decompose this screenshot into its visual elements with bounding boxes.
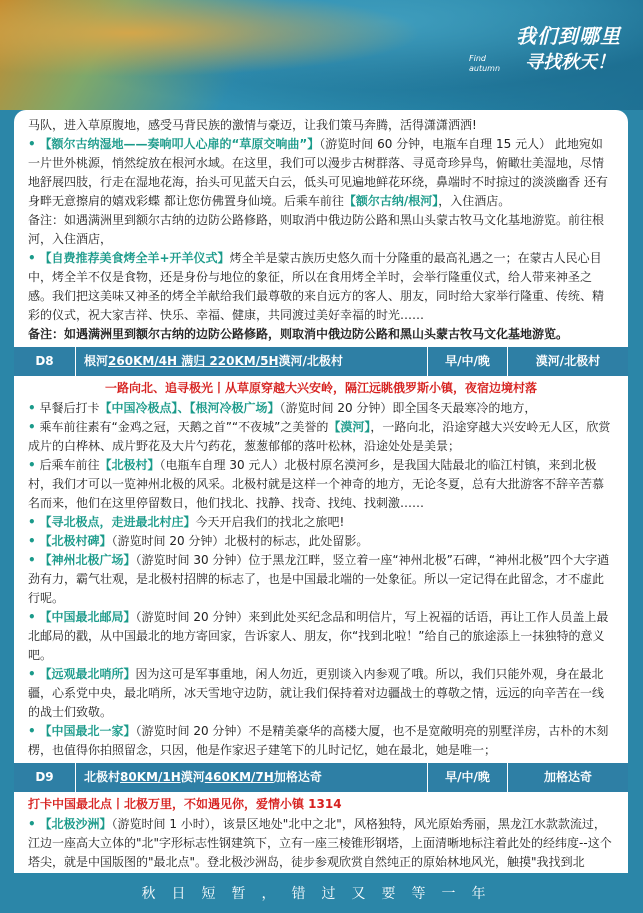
day-label: D8	[14, 347, 76, 376]
item-text: （游览时间 30 分钟）位于黑龙江畔，竖立着一座“神州北极”石碑，“神州北极”四个大字遒劲有力，霸气壮观，是北极村招牌的标志了，也是中国最北端的一处象征。所以一定记得在此留念，才不虚此行呢。	[28, 553, 610, 605]
route-distance: 460KM/7H	[204, 770, 274, 784]
day-route	[76, 347, 428, 376]
item-title: 【寻北极点，走进最北村庄】	[39, 515, 196, 529]
day-label: D9	[14, 763, 76, 792]
slogan-sub: 寻找秋天！	[525, 52, 615, 73]
d7-item-lamb	[28, 249, 614, 325]
item-title: 【中国最北邮局】	[39, 610, 136, 624]
d8-item	[28, 418, 614, 456]
d8-item	[28, 551, 614, 608]
day-meals: 早/中/晚	[428, 347, 508, 376]
d8-item	[28, 608, 614, 665]
d8-item	[28, 456, 614, 513]
item-title: 【北极村碑】	[39, 534, 112, 548]
day-meals: 早/中/晚	[428, 763, 508, 792]
slogan-en-2: autumn	[469, 64, 501, 73]
bullet-icon: •	[28, 515, 36, 529]
route-part: 北极村	[84, 770, 121, 784]
d8-item	[28, 722, 614, 760]
header-banner	[0, 0, 643, 110]
d8-item	[28, 513, 614, 532]
item-text: （游览时间 1 小时），该景区地处"北中之北"，风格独特，风光原始秀丽，黑龙江水款款流过，江边一座高大立体的"北"字形标志性钢建筑下，立有一座三棱锥形钢塔，上面清晰地标注着此处的经纬度--这个塔尖，就是中国版图的"最北点"。登北极沙洲岛，徒步参观欣赏自然纯正的原始林地风光，触摸"我找到北	[28, 817, 612, 869]
d8-item	[28, 399, 614, 418]
item-text: （游览时间 20 分钟）不是精美豪华的高楼大厦，也不是宽敞明亮的别墅洋房，古朴的木刻楞，也值得你拍照留念，只因，他是作家迟子建笔下的儿时记忆，她在最北，她是唯一；	[28, 724, 609, 757]
item-text: （游览时间 20 分钟）北极村的标志，此处留影。	[111, 534, 369, 548]
item-title: 【神州北极广场】	[39, 553, 136, 567]
item-title: 【中国冷极点】、【根河冷极广场】	[99, 401, 280, 415]
day-row-d8	[14, 347, 628, 376]
route-distance: 260KM/4H 满归 220KM/5H	[108, 354, 279, 368]
bullet-icon: •	[28, 534, 36, 548]
item-title: 【自费推荐美食烤全羊+开羊仪式】	[39, 251, 230, 265]
item-title: 【北极沙洲】	[39, 817, 112, 831]
item-text: 烤全羊是蒙古族历史悠久而十分隆重的最高礼遇之一；在蒙古人民心目中，烤全羊不仅是食物，还是身份与地位的象征，所以在食用烤全羊时，会举行隆重仪式，给人带来神圣之感。我们把这美味又神圣的烤全羊献给我们最尊敬的来自远方的客人、朋友，同时给大家举行隆重、传统、精彩的仪式，祝大家吉祥、快乐、幸福、健康，共同渡过美好幸福的时光……	[28, 251, 605, 322]
item-pre: 早餐后打卡	[39, 401, 100, 415]
d7-item-wetland	[28, 135, 614, 211]
item-text: （游览时间 60 分钟，电瓶车自理 15 元人） 此地宛如一片世外桃源，悄然绽放在根河水域。在这里，我们可以漫步古树群落、寻觅奇珍异鸟，俯瞰壮美湿地，尽情地舒展四肢，行走在湿地花海，抬头可见蓝天白云，低头可见遍地鲜花环绕，鼻端时不时掠过的淡淡幽香 还有身畔无意擦肩的嬉戏彩蝶 都让您仿佛置身仙境。后乘车前往	[28, 137, 608, 208]
bullet-icon: •	[28, 401, 36, 415]
route-part: 根河	[84, 354, 109, 368]
bullet-icon: •	[28, 724, 36, 738]
bullet-icon: •	[28, 251, 36, 265]
route-part: 加格达奇	[273, 770, 322, 784]
bullet-icon: •	[28, 553, 36, 567]
bullet-icon: •	[28, 610, 36, 624]
bullet-icon: •	[28, 137, 36, 151]
bullet-icon: •	[28, 458, 36, 472]
item-title: 【漠河】	[328, 420, 371, 434]
item-text-b: ，入住酒店。	[438, 194, 511, 208]
bullet-icon: •	[28, 420, 36, 434]
slogan-main: 我们到哪里	[516, 24, 621, 48]
day-route	[76, 763, 428, 792]
item-text: ，一路向北，沿途穿越大兴安岭无人区，欣赏成片的白桦林、成片野花及大片勺药花，葱葱郁郁的落叶松林，沿途处处是美景；	[28, 420, 611, 453]
d7-note-1: 备注：如遇满洲里到额尔古纳的边防公路修路，则取消中俄边防公路和黑山头蒙古牧马文化基地游览。前往根河，入住酒店，	[28, 213, 605, 246]
day-hotel: 加格达奇	[543, 770, 592, 784]
day-row-d9	[14, 763, 628, 792]
bullet-icon: •	[28, 817, 36, 831]
item-title: 【北极村】	[99, 458, 160, 472]
item-pre: 乘车前往素有“金鸡之冠，天鹅之首”“不夜城”之美誉的	[39, 420, 329, 434]
d8-items	[28, 399, 614, 760]
item-text: （游览时间 20 分钟）来到此处买纪念品和明信片，写上祝福的话语，再让工作人员盖上最北邮局的戳，从中国最北的地方寄回家，告诉家人、朋友，你“找到北啦！”给自己的旅途添上一抹独特的意义吧。	[28, 610, 609, 662]
route-part: 漠河	[180, 770, 205, 784]
footer-slogan: 秋日短暂，错过又要等一年	[0, 873, 643, 913]
itinerary-card	[14, 110, 628, 873]
slogan-en	[469, 54, 500, 74]
d7-note-2: 备注：如遇满洲里到额尔古纳的边防公路修路，则取消中俄边防公路和黑山头蒙古牧马文化基地游览。	[28, 327, 569, 341]
route-distance: 80KM/1H	[120, 770, 181, 784]
route-part: 漠河/北极村	[278, 354, 343, 368]
slogan-en-1: Find	[469, 54, 486, 63]
item-title: 【中国最北一家】	[39, 724, 136, 738]
day-hotel: 漠河/北极村	[535, 354, 601, 368]
d8-item	[28, 665, 614, 722]
item-text: （电瓶车自理 30 元人）北极村原名漠河乡，是我国大陆最北的临江村镇，来到北极村，我们才可以一览神州北极的风采。北极村就是这样一个神奇的地方，无论冬夏，总有大批游客不辞辛苦慕名而来，他们在这里停留数日，他们找北、找静、找奇、找纯、找刺激……	[28, 458, 605, 510]
d8-item	[28, 532, 614, 551]
item-title: 【远观最北哨所】	[39, 667, 136, 681]
d8-headline: 一路向北、追寻极光丨从草原穿越大兴安岭，隔江远眺俄罗斯小镇，夜宿边境村落	[104, 381, 537, 395]
bullet-icon: •	[28, 667, 36, 681]
item-text: 今天开启我们的找北之旅吧!	[195, 515, 345, 529]
d9-headline: 打卡中国最北点丨北极万里，不如遇见你，爱情小镇 1314	[28, 797, 342, 811]
item-text: 因为这可是军事重地，闲人勿近，更别谈入内参观了哦。所以，我们只能外观，身在最北疆，心系党中央，最北哨所，冰天雪地守边防，就让我们保持着对边疆战士的尊敬之情，远远的向辛苦在一线的战士们致敬。	[28, 667, 605, 719]
item-pre: 后乘车前往	[39, 458, 100, 472]
item-link: 【额尔古纳/根河】	[343, 194, 439, 208]
item-text: （游览时间 20 分钟）即全国冬天最寒冷的地方，	[279, 401, 537, 415]
intro-line: 马队，进入草原腹地，感受马背民族的激情与豪迈，让我们策马奔腾，活得潇潇洒洒!	[28, 118, 477, 132]
item-title: 【额尔古纳湿地——奏响叩人心扉的“草原交响曲”】	[39, 137, 320, 151]
slogan-block	[461, 20, 621, 90]
